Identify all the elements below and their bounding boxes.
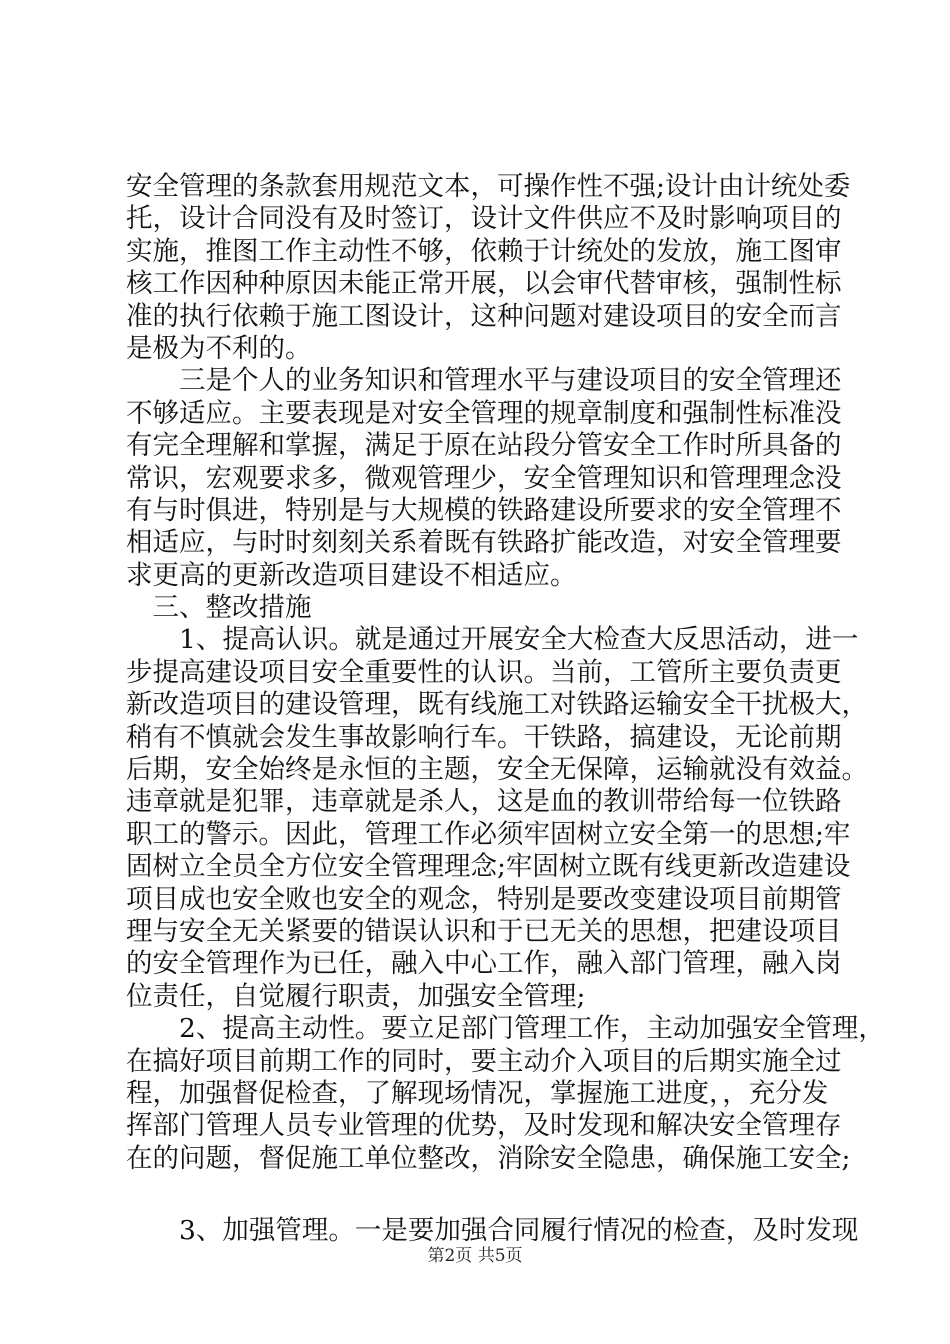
text-line: 在搞好项目前期工作的同时，要主动介入项目的后期实施全过 bbox=[126, 1045, 842, 1077]
text-line: 在的问题，督促施工单位整改，消除安全隐患，确保施工安全; bbox=[126, 1142, 851, 1174]
text-line: 不够适应。主要表现是对安全管理的规章制度和强制性标准没 bbox=[126, 397, 842, 429]
text-line: 新改造项目的建设管理，既有线施工对铁路运输安全干扰极大， bbox=[126, 689, 868, 721]
text-line: 2、提高主动性。要立足部门管理工作，主动加强安全管理， bbox=[126, 1013, 885, 1045]
text-line: 1、提高认识。就是通过开展安全大检查大反思活动，进一 bbox=[126, 624, 859, 656]
text-line: 求更高的更新改造项目建设不相适应。 bbox=[126, 559, 577, 591]
text-line: 挥部门管理人员专业管理的优势，及时发现和解决安全管理存 bbox=[126, 1110, 842, 1142]
text-line: 三是个人的业务知识和管理水平与建设项目的安全管理还 bbox=[126, 365, 842, 397]
text-line: 相适应，与时时刻刻关系着既有铁路扩能改造，对安全管理要 bbox=[126, 527, 842, 559]
text-line: 3、加强管理。一是要加强合同履行情况的检查，及时发现 bbox=[126, 1215, 859, 1247]
text-line: 后期，安全始终是永恒的主题，安全无保障，运输就没有效益。 bbox=[126, 754, 868, 786]
text-line: 的安全管理作为已任，融入中心工作，融入部门管理，融入岗 bbox=[126, 948, 842, 980]
text-line: 位责任，自觉履行职责，加强安全管理; bbox=[126, 980, 586, 1012]
paragraph-2 bbox=[126, 365, 842, 592]
text-line: 有完全理解和掌握，满足于原在站段分管安全工作时所具备的 bbox=[126, 430, 842, 462]
text-line: 项目成也安全败也安全的观念，特别是要改变建设项目前期管 bbox=[126, 883, 842, 915]
text-line: 固树立全员全方位安全管理理念;牢固树立既有线更新改造建设 bbox=[126, 851, 851, 883]
document-body bbox=[126, 171, 885, 1248]
text-line: 常识，宏观要求多，微观管理少，安全管理知识和管理理念没 bbox=[126, 462, 842, 494]
text-line: 理与安全无关紧要的错误认识和于已无关的思想，把建设项目 bbox=[126, 915, 842, 947]
text-line: 有与时俱进，特别是与大规模的铁路建设所要求的安全管理不 bbox=[126, 494, 842, 526]
paragraph-3 bbox=[126, 624, 868, 1013]
paragraph-4 bbox=[126, 1013, 885, 1175]
text-line: 准的执行依赖于施工图设计，这种问题对建设项目的安全而言 bbox=[126, 300, 842, 332]
text-line: 实施，推图工作主动性不够，依赖于计统处的发放，施工图审 bbox=[126, 235, 842, 267]
text-line: 托，设计合同没有及时签订，设计文件供应不及时影响项目的 bbox=[126, 203, 842, 235]
text-line: 程，加强督促检查，了解现场情况，掌握施工进度，，充分发 bbox=[126, 1077, 829, 1109]
text-line: 安全管理的条款套用规范文本，可操作性不强;设计由计统处委 bbox=[126, 171, 851, 202]
text-line: 稍有不慎就会发生事故影响行车。干铁路，搞建设，无论前期 bbox=[126, 721, 842, 753]
paragraph-1 bbox=[126, 171, 851, 365]
section-heading: 三、整改措施 bbox=[126, 592, 312, 624]
text-line: 步提高建设项目安全重要性的认识。当前，工管所主要负责更 bbox=[126, 656, 842, 688]
text-line: 是极为不利的。 bbox=[126, 332, 312, 364]
text-line: 违章就是犯罪，违章就是杀人，这是血的教训带给每一位铁路 bbox=[126, 786, 842, 818]
text-line: 核工作因种种原因未能正常开展，以会审代替审核，强制性标 bbox=[126, 268, 842, 300]
page-number-footer: 第2页 共5页 bbox=[427, 1246, 523, 1266]
text-line: 职工的警示。因此，管理工作必须牢固树立安全第一的思想;牢 bbox=[126, 818, 851, 850]
paragraph-spacer bbox=[126, 1175, 842, 1215]
